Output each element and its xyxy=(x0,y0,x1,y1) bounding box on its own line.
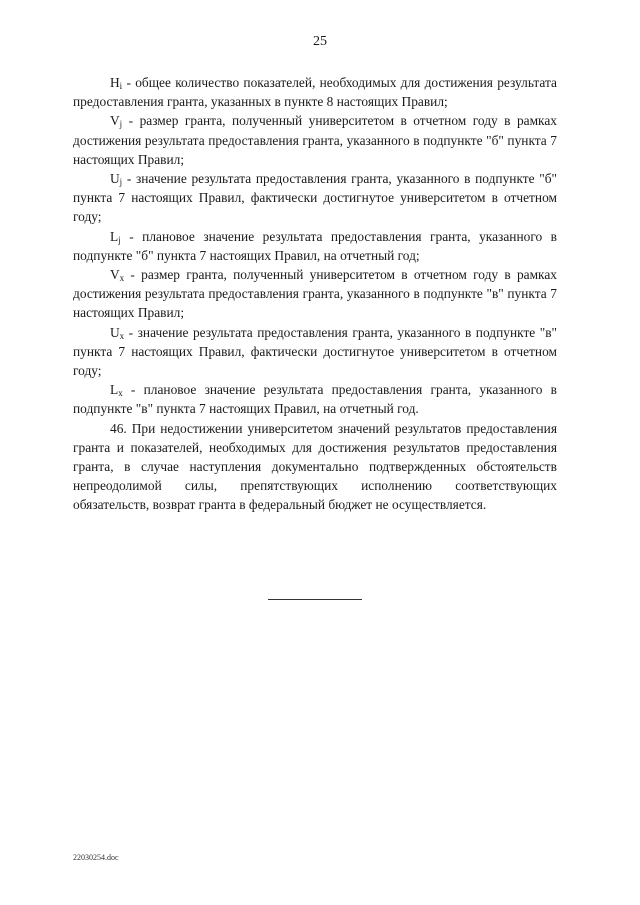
symbol: $L_x$ xyxy=(110,382,123,399)
clause-46: 46. При недостижении университетом значений результатов предоставления гранта и показателей, необходимых для достижения результатов предоставления гранта, в случае наступления документально подтвержденных обстоятельств непреодолимой силы, препятствующих исполнению соответствующих обязательств, возврат гранта в федеральный бюджет не осуществляется. xyxy=(73,420,557,513)
definition-u-j xyxy=(73,169,557,227)
definition-l-x xyxy=(73,380,557,418)
symbol: $U_j$ xyxy=(110,171,123,188)
definition-text: - плановое значение результата предоставления гранта, указанного в подпункте "б" пункта 7 настоящих Правил, на отчетный год; xyxy=(73,228,557,263)
section-divider xyxy=(268,599,362,600)
symbol: $V_x$ xyxy=(110,267,125,284)
symbol: $H_i$ xyxy=(110,75,123,91)
symbol: $U_x$ xyxy=(110,324,125,341)
symbol: $V_j$ xyxy=(110,113,123,130)
definition-text: - значение результата предоставления гранта, указанного в подпункте "в" пункта 7 настоящих Правил, фактически достигнутое университетом в отчетном году; xyxy=(73,324,557,379)
definition-l-j xyxy=(73,227,557,265)
page-number: 25 xyxy=(313,34,327,49)
definition-text: - плановое значение результата предоставления гранта, указанного в подпункте "в" пункта 7 настоящих Правил, на отчетный год. xyxy=(73,382,557,417)
symbol: $L_j$ xyxy=(110,228,121,245)
definition-v-j xyxy=(73,111,557,169)
definition-text: - значение результата предоставления гранта, указанного в подпункте "б" пункта 7 настоящих Правил, фактически достигнутое университетом в отчетном году; xyxy=(73,171,557,225)
definition-text: - размер гранта, полученный университетом в отчетном году в рамках достижения результата предоставления гранта, указанного в подпункте "б" пункта 7 настоящих Правил; xyxy=(73,113,557,167)
definition-v-x xyxy=(73,265,557,323)
document-file-code: 22030254.doc xyxy=(73,853,119,862)
document-body xyxy=(73,73,557,515)
definition-text: - размер гранта, полученный университетом в отчетном году в рамках достижения результата предоставления гранта, указанного в подпункте "в" пункта 7 настоящих Правил; xyxy=(73,267,557,321)
definition-u-x xyxy=(73,323,557,381)
definition-text: - общее количество показателей, необходимых для достижения результата предоставления гранта, указанных в пункте 8 настоящих Правил; xyxy=(73,75,557,110)
definition-h-i xyxy=(73,73,557,111)
